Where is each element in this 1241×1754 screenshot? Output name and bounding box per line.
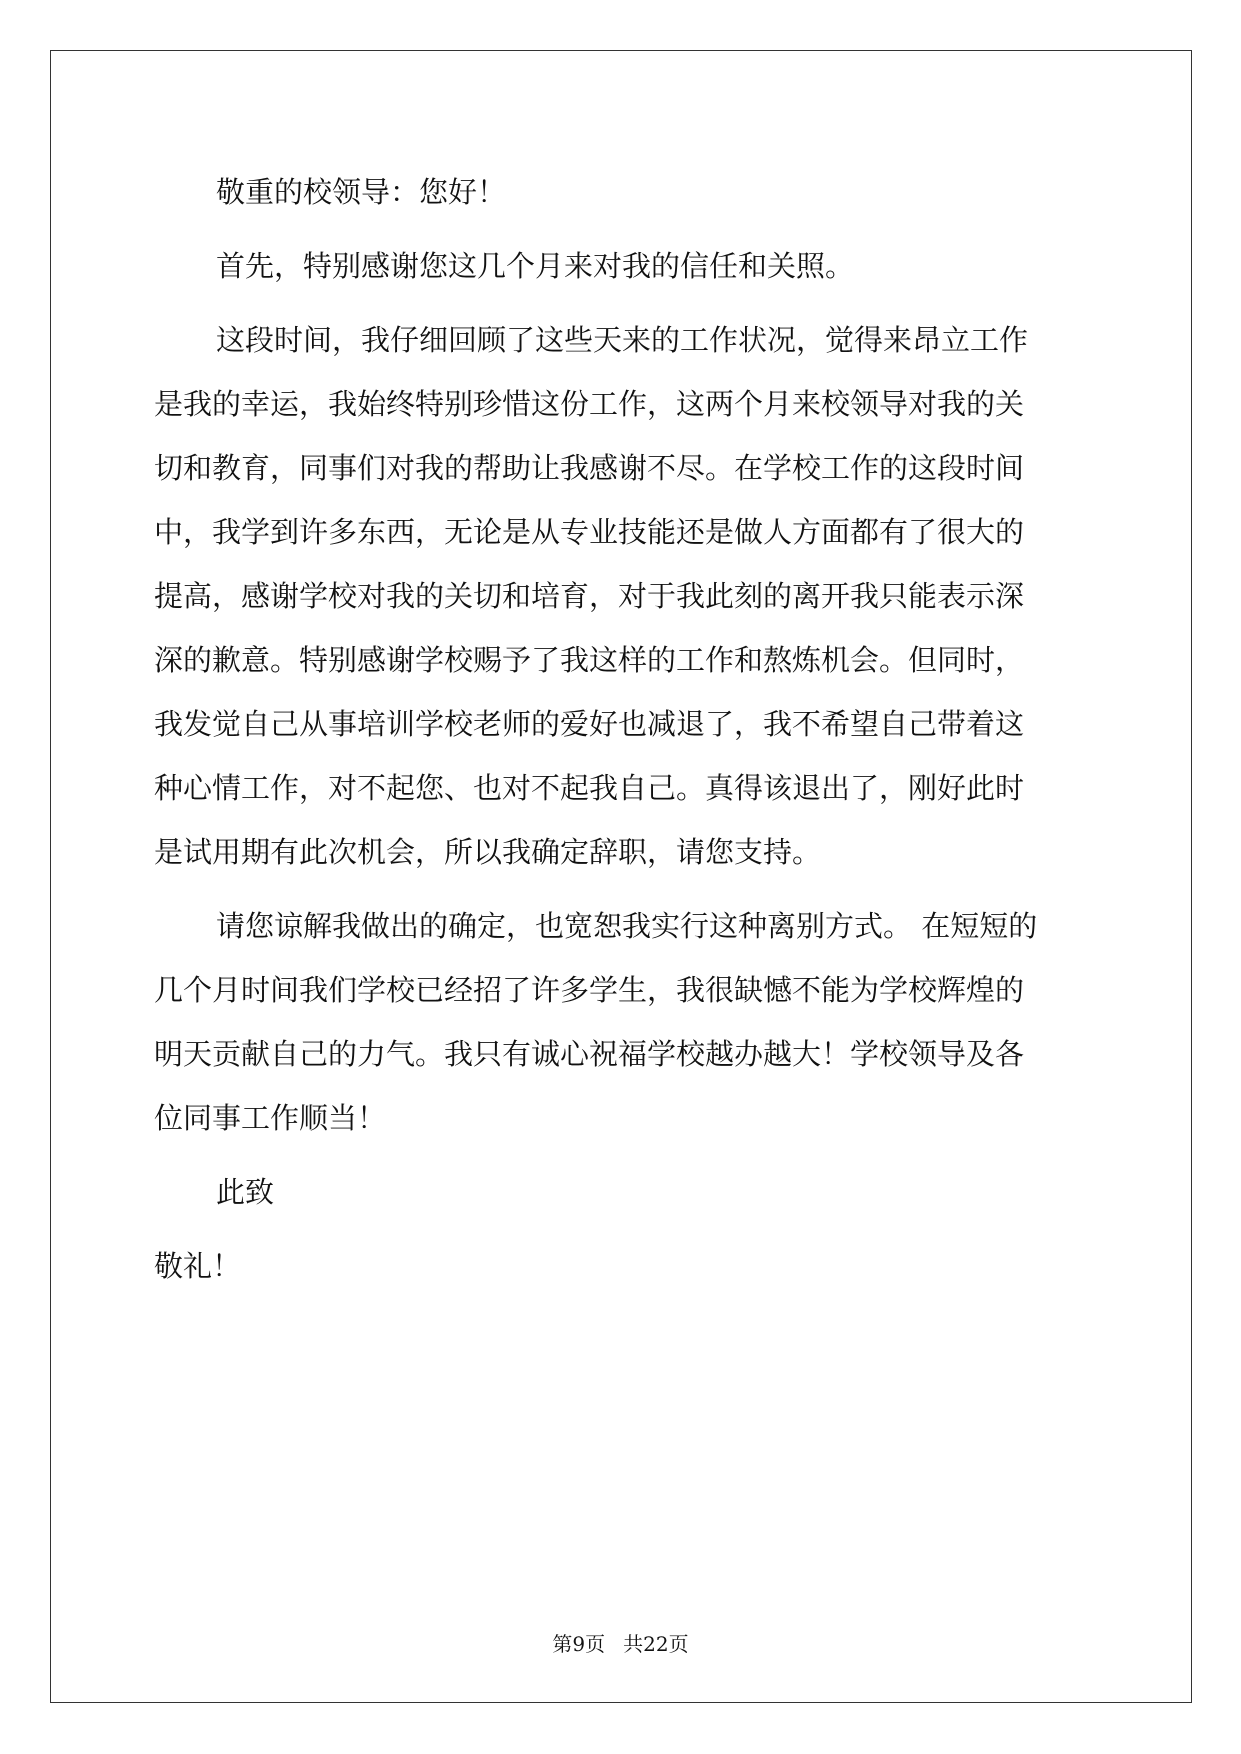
page-number: 第9页: [552, 1632, 606, 1656]
paragraph-2-line: 是我的幸运，我始终特别珍惜这份工作，这两个月来校领导对我的关: [154, 387, 1025, 421]
paragraph-2-line: 我发觉自己从事培训学校老师的爱好也减退了，我不希望自己带着这: [154, 707, 1025, 741]
letter-body: [154, 160, 1094, 1298]
page-footer: [0, 1628, 1241, 1657]
paragraph-2-line: 种心情工作，对不起您、也对不起我自己。真得该退出了，刚好此时: [154, 771, 1025, 805]
paragraph-3: [154, 894, 1094, 1150]
regards: 敬礼！: [154, 1249, 242, 1283]
paragraph-2-line: 提高，感谢学校对我的关切和培育，对于我此刻的离开我只能表示深: [154, 579, 1025, 613]
paragraph-2-line: 是试用期有此次机会，所以我确定辞职，请您支持。: [154, 835, 822, 869]
paragraph-3-line: 位同事工作顺当！: [154, 1101, 387, 1135]
paragraph-3-line: 请您谅解我做出的确定，也宽恕我实行这种离别方式。 在短短的: [216, 909, 1038, 943]
paragraph-2-line: 这段时间，我仔细回顾了这些天来的工作状况，觉得来昂立工作: [216, 323, 1029, 357]
paragraph-2: [154, 308, 1094, 884]
salutation: 敬重的校领导：您好！: [216, 175, 507, 209]
paragraph-3-line: 几个月时间我们学校已经招了许多学生，我很缺憾不能为学校辉煌的: [154, 973, 1025, 1007]
closing: 此致: [216, 1175, 275, 1209]
paragraph-2-line: 深的歉意。特别感谢学校赐予了我这样的工作和熬炼机会。但同时，: [154, 643, 1025, 677]
paragraph-2-line: 中，我学到许多东西，无论是从专业技能还是做人方面都有了很大的: [154, 515, 1025, 549]
paragraph-3-line: 明天贡献自己的力气。我只有诚心祝福学校越办越大！学校领导及各: [154, 1037, 1025, 1071]
paragraph-1-line: 首先，特别感谢您这几个月来对我的信任和关照。: [216, 249, 855, 283]
paragraph-2-line: 切和教育，同事们对我的帮助让我感谢不尽。在学校工作的这段时间: [154, 451, 1025, 485]
page-total: 共22页: [623, 1632, 689, 1656]
